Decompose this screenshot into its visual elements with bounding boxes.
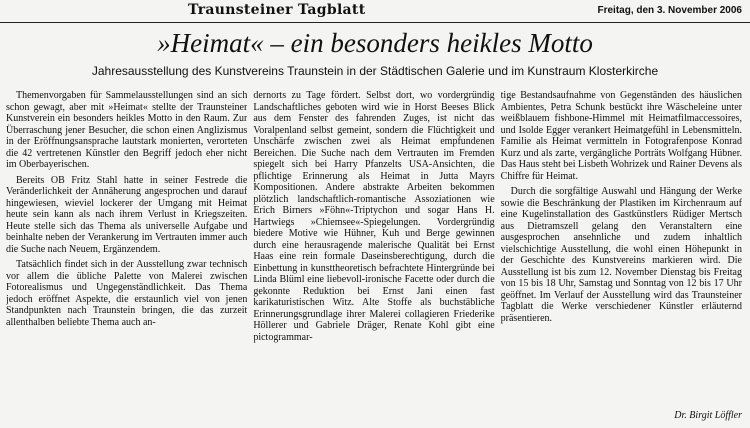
paragraph: tige Bestandsaufnahme von Gegenständen des häuslichen Ambientes, Petra Schunk bestückt ihre Wäscheleine unter weißblauem fishbone-Himmel mit Heimatfilmaccessoires, und Isolde Egger verankert Heimatgefühl in Lebensmitteln. Familie als Heimat vermitteln in Fotografenpose Konrad Kurz und als zarte, vergängliche Porträts Wolfgang Hübner. Das Haus steht bei Lisbeth Wohrizek und Rainer Devens als Chiffre für Heimat. bbox=[500, 90, 742, 182]
article-column-1 bbox=[6, 90, 247, 408]
article-column-2 bbox=[253, 90, 494, 408]
paragraph: Themenvorgaben für Sammelausstellungen sind an sich schon gewagt, aber mit »Heimat« stellte der Traunsteiner Kunstverein ein besonders heikles Motto in den Raum. Zur Überraschung jener Besucher, die schon einen Anglizismus in der Eröffnungsansprache lautstark monierten, verorteten die 42 vertretenen Künstler den Begriff jedoch eher nicht im Oberbayerischen. bbox=[6, 90, 248, 170]
article-column-3 bbox=[501, 90, 742, 408]
article-body bbox=[6, 90, 742, 408]
article-headline: »Heimat« – ein besonders heikles Motto bbox=[157, 28, 593, 58]
paragraph: Tatsächlich findet sich in der Ausstellung zwar technisch vor allem die übliche Palette von Malerei zwischen Fotorealismus und Ungegenständlichkeit. Das Thema jedoch eröffnet Aspekte, die erstaunlich viel von jenen Standpunkten nach Traunstein bringen, die das zurzeit allenthalben beliebte Thema auch an- bbox=[6, 259, 248, 328]
article-subhead: Jahresausstellung des Kunstvereins Traunstein in der Städtischen Galerie und im Kunstraum Klosterkirche bbox=[91, 64, 659, 78]
paragraph: dernorts zu Tage fördert. Selbst dort, wo vordergründig Landschaftliches geboten wird wie in Horst Beeses Blick aus dem Fenster des fahrenden Zuges, ist nicht das Voralpenland selbst gemeint, sondern die Flüchtigkeit und Unschärfe zwischen zwei als Heimat empfundenen Bereichen. Die Suche nach dem Vertrauten im Fremden spiegelt sich bei Harry Pfanzelts USA-Ansichten, die pflichtige Erinnerung als Heimat in Jutta Mayrs Kompositionen. Andere abstrakte Arbeiten bekommen plötzlich landschaftlich-romantische Assoziationen wie Erich Birners »Föhn«-Triptychon und sogar Hans H. Hartwiegs »Chiemsee«-Spiegelungen. Vordergründig biedere Motive wie Hühner, Kuh und Berge gewinnen durch eine herausragende malerische Qualität bei Ernst Haas eine rein formale Daseinsberechtigung, durch die Einbettung in kunsttheoretisch befrachtete Hintergründe bei Linda Blüml eine liebevoll-ironische Facette oder durch die gekonnte Reduktion bei Ernst Jani einen fast karikaturistischen Witz. Alte Stoffe als buchstäbliche Erinnerungsgrundlage ihrer Malerei collagieren Friederike Höllerer und Gabriele Dräger, Renate Kohl gibt eine pictogrammar- bbox=[253, 90, 495, 343]
newspaper-name: Traunsteiner Tagblatt bbox=[188, 2, 366, 18]
masthead bbox=[0, 0, 750, 23]
issue-date: Freitag, den 3. November 2006 bbox=[597, 5, 742, 16]
paragraph: Durch die sorgfältige Auswahl und Hängung der Werke sowie die Beschränkung der Plastiken im Kirchenraum auf eine Kugelinstallation des Gastkünstlers Rüdiger Mertsch aus Dietramszell gelang den Veranstaltern eine ausgesprochen ansehnliche und zudem inhaltlich vielschichtige Ausstellung, die wohl einen Höhepunkt in der Geschichte des Kunstvereins markieren wird. Die Ausstellung ist bis zum 12. November Dienstag bis Freitag von 15 bis 18 Uhr, Samstag und Sonntag von 12 bis 17 Uhr geöffnet. Im Verlauf der Ausstellung wird das Traunsteiner Tagblatt die Werke verschiedener Künstler erläuternd präsentieren. bbox=[500, 186, 742, 324]
paragraph: Bereits OB Fritz Stahl hatte in seiner Festrede die Veränderlichkeit der Annäherung angesprochen und darauf hingewiesen, wieviel lockerer der Umgang mit Heimat heute sein kann als nach ihrem Verlust in Kriegszeiten. Heute stelle sich das Thema als universelle Aufgabe und beinhalte neben der Verankerung im Vertrauten immer auch die Suche nach Neuem, Ergänzendem. bbox=[6, 174, 248, 255]
article-author: Dr. Birgit Löffler bbox=[674, 410, 742, 421]
